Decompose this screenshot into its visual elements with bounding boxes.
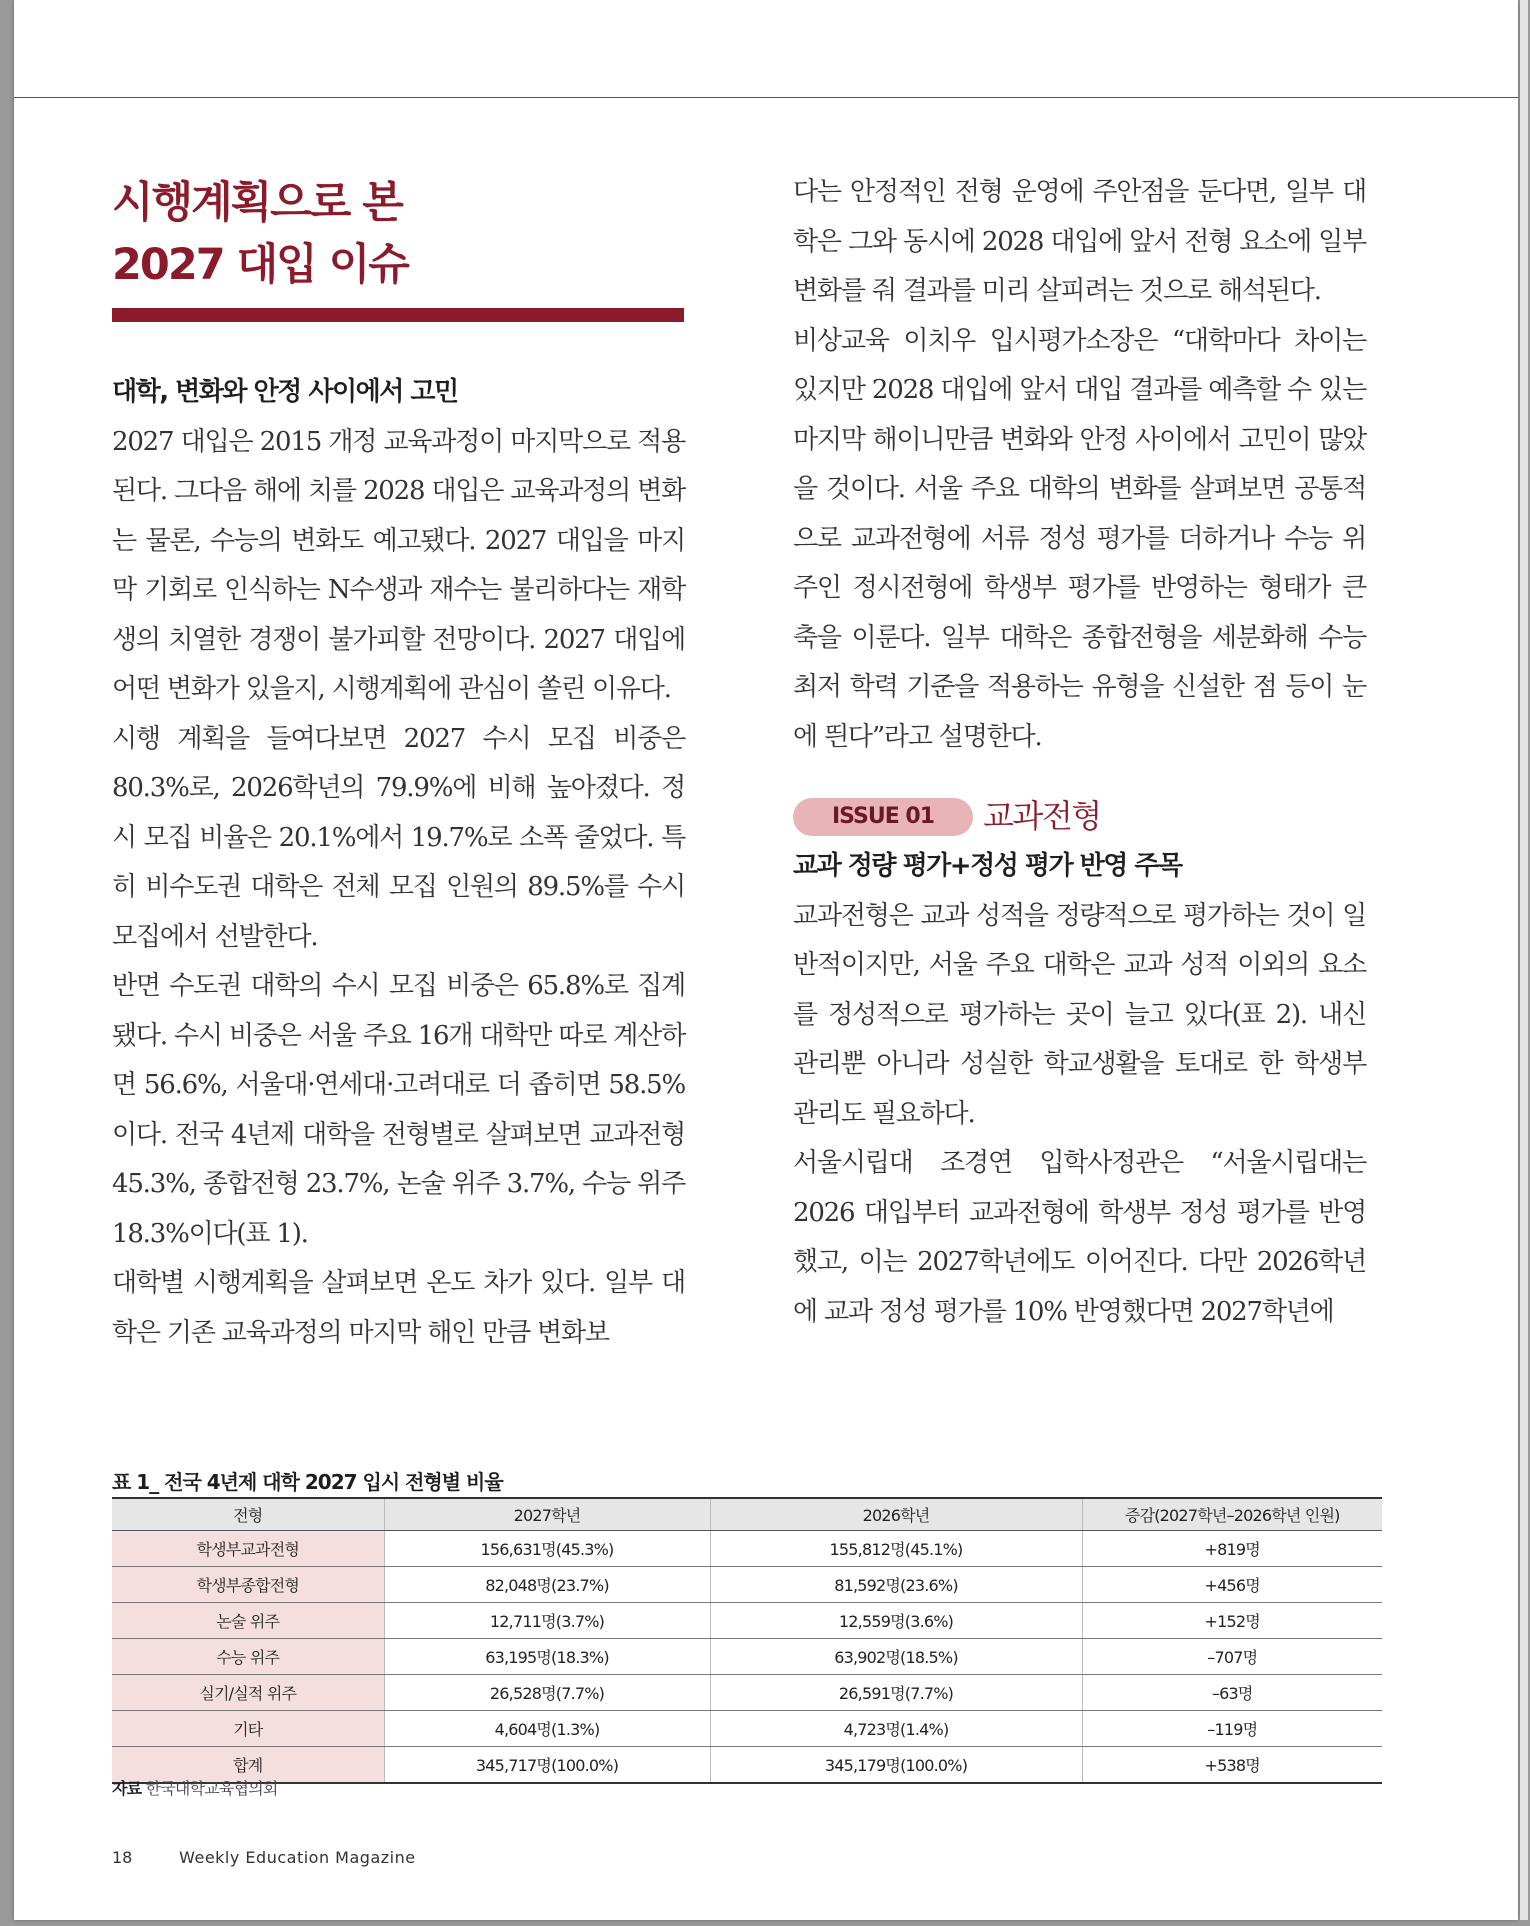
header-rule <box>14 97 1518 98</box>
table-row <box>112 1639 1382 1675</box>
table-cell: 155,812명(45.1%) <box>710 1531 1082 1567</box>
body-paragraph: 2027 대입은 2015 개정 교육과정이 마지막으로 적용된다. 그다음 해에 치를 2028 대입은 교육과정의 변화는 물론, 수능의 변화도 예고됐다. 2027 대입을 마지막 기회로 인식하는 N수생과 재수는 불리하다는 재학생의 치열한 경쟁이 불가피할 전망이다. 2027 대입에 어떤 변화가 있을지, 시행계획에 관심이 쏠린 이유다. <box>112 426 685 704</box>
table-cell: 345,717명(100.0%) <box>384 1747 710 1784</box>
body-paragraph: 비상교육 이치우 입시평가소장은 “대학마다 차이는 있지만 2028 대입에 앞서 대입 결과를 예측할 수 있는 마지막 해이니만큼 변화와 안정 사이에서 고민이 많았을 것이다. 서울 주요 대학의 변화를 살펴보면 공통적으로 교과전형에 서류 정성 평가를 더하거나 수능 위주인 정시전형에 학생부 평가를 반영하는 형태가 큰 축을 이룬다. 일부 대학은 종합전형을 세분화해 수능 최저 학력 기준을 적용하는 유형을 신설한 점 등이 눈에 띈다”라고 설명한다. <box>793 325 1366 752</box>
article-title-line-2: 2027 대입 이슈 <box>112 240 408 290</box>
table-cell: –119명 <box>1082 1711 1382 1747</box>
title-underline-bar <box>112 308 684 322</box>
table-header-cell: 증감(2027학년–2026학년 인원) <box>1082 1498 1382 1531</box>
magazine-page <box>14 0 1518 1920</box>
table-cell: 26,528명(7.7%) <box>384 1675 710 1711</box>
source-value: 한국대학교육협의회 <box>145 1779 278 1798</box>
table-cell: 실기/실적 위주 <box>112 1675 384 1711</box>
table-cell: 학생부종합전형 <box>112 1567 384 1603</box>
table-header-cell: 2026학년 <box>710 1498 1082 1531</box>
table-cell: –63명 <box>1082 1675 1382 1711</box>
issue-badge: ISSUE 01 <box>793 798 973 836</box>
admissions-table <box>112 1497 1382 1784</box>
table-cell: 63,195명(18.3%) <box>384 1639 710 1675</box>
section-subhead: 대학, 변화와 안정 사이에서 고민 <box>112 377 458 407</box>
table-cell: +819명 <box>1082 1531 1382 1567</box>
page-footer <box>112 1848 416 1867</box>
table-cell: –707명 <box>1082 1639 1382 1675</box>
issue-heading <box>793 792 1366 842</box>
table-header-row <box>112 1498 1382 1531</box>
table-cell: 논술 위주 <box>112 1603 384 1639</box>
table-cell: 4,723명(1.4%) <box>710 1711 1082 1747</box>
page-number: 18 <box>112 1848 133 1867</box>
body-paragraph: 대학별 시행계획을 살펴보면 온도 차가 있다. 일부 대학은 기존 교육과정의 마지막 해인 만큼 변화보 <box>112 1268 685 1348</box>
body-paragraph: 교과전형은 교과 성적을 정량적으로 평가하는 것이 일반적이지만, 서울 주요 대학은 교과 성적 이외의 요소를 정성적으로 평가하는 곳이 늘고 있다(표 2). 내신 관리뿐 아니라 성실한 학교생활을 토대로 한 학생부 관리도 필요하다. <box>793 900 1366 1129</box>
article-title-line-1: 시행계획으로 본 <box>112 178 402 228</box>
table-cell: 345,179명(100.0%) <box>710 1747 1082 1784</box>
table-cell: +152명 <box>1082 1603 1382 1639</box>
body-paragraph: 반면 수도권 대학의 수시 모집 비중은 65.8%로 집계됐다. 수시 비중은 서울 주요 16개 대학만 따로 계산하면 56.6%, 서울대·연세대·고려대로 더 좁히면 58.5%이다. 전국 4년제 대학을 전형별로 살펴보면 교과전형 45.3%, 종합전형 23.7%, 논술 위주 3.7%, 수능 위주 18.3%이다(표 1). <box>112 971 685 1249</box>
table-cell: 4,604명(1.3%) <box>384 1711 710 1747</box>
table-row <box>112 1531 1382 1567</box>
source-label: 자료 <box>112 1779 142 1798</box>
table-cell: +456명 <box>1082 1567 1382 1603</box>
right-column <box>793 168 1366 1337</box>
table-cell: 12,711명(3.7%) <box>384 1603 710 1639</box>
table-cell: 82,048명(23.7%) <box>384 1567 710 1603</box>
table-cell: 81,592명(23.6%) <box>710 1567 1082 1603</box>
table-cell: 기타 <box>112 1711 384 1747</box>
article-title <box>112 172 712 296</box>
table-header-cell: 2027학년 <box>384 1498 710 1531</box>
left-column <box>112 368 685 1358</box>
page-edge <box>1520 0 1528 1920</box>
table-caption: 표 1_ 전국 4년제 대학 2027 입시 전형별 비율 <box>112 1470 503 1494</box>
table-cell: 26,591명(7.7%) <box>710 1675 1082 1711</box>
table-cell: 합계 <box>112 1747 384 1784</box>
table-header-cell: 전형 <box>112 1498 384 1531</box>
table-total-row <box>112 1747 1382 1784</box>
body-paragraph: 서울시립대 조경연 입학사정관은 “서울시립대는 2026 대입부터 교과전형에 학생부 정성 평가를 반영했고, 이는 2027학년에도 이어진다. 다만 2026학년에 교과 정성 평가를 10% 반영했다면 2027학년에 <box>793 1148 1366 1327</box>
table-row <box>112 1675 1382 1711</box>
body-paragraph: 다는 안정적인 전형 운영에 주안점을 둔다면, 일부 대학은 그와 동시에 2028 대입에 앞서 전형 요소에 일부 변화를 줘 결과를 미리 살피려는 것으로 해석된다. <box>793 177 1366 306</box>
table-cell: +538명 <box>1082 1747 1382 1784</box>
table-row <box>112 1711 1382 1747</box>
table-cell: 12,559명(3.6%) <box>710 1603 1082 1639</box>
body-paragraph: 시행 계획을 들여다보면 2027 수시 모집 비중은 80.3%로, 2026학년의 79.9%에 비해 높아졌다. 정시 모집 비율은 20.1%에서 19.7%로 소폭 줄었다. 특히 비수도권 대학은 전체 모집 인원의 89.5%를 수시 모집에서 선발한다. <box>112 723 685 952</box>
table-source <box>112 1776 278 1799</box>
table-cell: 156,631명(45.3%) <box>384 1531 710 1567</box>
table-cell: 63,902명(18.5%) <box>710 1639 1082 1675</box>
table-row <box>112 1567 1382 1603</box>
magazine-name: Weekly Education Magazine <box>179 1848 416 1867</box>
table-cell: 수능 위주 <box>112 1639 384 1675</box>
table-cell: 학생부교과전형 <box>112 1531 384 1567</box>
table-row <box>112 1603 1382 1639</box>
issue-subhead: 교과 정량 평가+정성 평가 반영 주목 <box>793 851 1182 881</box>
issue-title: 교과전형 <box>983 797 1101 836</box>
